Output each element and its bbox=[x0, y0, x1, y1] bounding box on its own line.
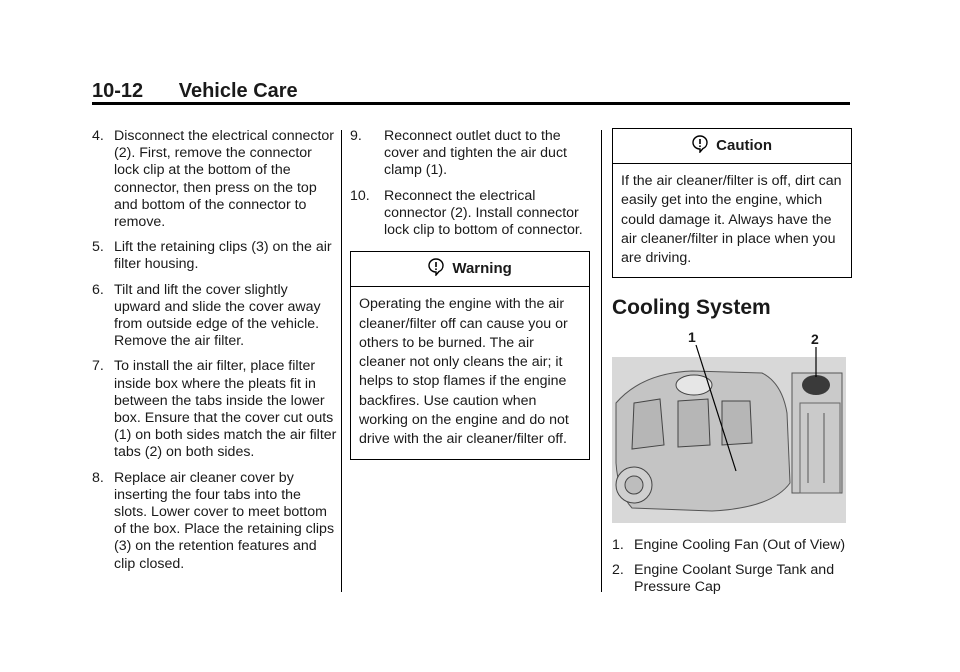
list-item bbox=[92, 470, 337, 573]
list-item bbox=[350, 128, 590, 180]
page-number: 10-12 bbox=[92, 80, 144, 102]
engine-illustration bbox=[612, 330, 846, 523]
list-item bbox=[92, 128, 337, 231]
figure-callout-1: 1 bbox=[688, 328, 696, 345]
warning-header bbox=[351, 252, 589, 287]
list-item bbox=[612, 562, 852, 596]
caution-box bbox=[612, 128, 852, 278]
warning-title: Warning bbox=[452, 260, 512, 278]
caption-number: 2. bbox=[612, 561, 624, 578]
caption-number: 1. bbox=[612, 536, 624, 553]
column-1 bbox=[92, 128, 337, 581]
step-text: Reconnect the electrical connector (2). Install connector lock clip to bottom of connector. bbox=[384, 187, 583, 239]
caution-header bbox=[613, 129, 851, 164]
list-item bbox=[92, 239, 337, 273]
list-item bbox=[350, 188, 590, 240]
caution-text: If the air cleaner/filter is off, dirt can easily get into the engine, which could damage it. Always have the air cleaner/filter in place when you are driving. bbox=[621, 173, 842, 267]
header-rule bbox=[92, 102, 850, 105]
list-item bbox=[92, 282, 337, 351]
step-text: Disconnect the electrical connector (2). First, remove the connector lock clip at the bottom of the connector, then press on the top and bottom of the connector to remove. bbox=[114, 128, 335, 231]
section-title: Vehicle Care bbox=[178, 80, 298, 102]
section-heading: Cooling System bbox=[612, 296, 771, 320]
column-divider bbox=[601, 130, 602, 592]
step-number: 6. bbox=[92, 281, 104, 298]
step-text: To install the air filter, place filter inside box where the pleats fit in between the tabs inside the lower box. Ensure that the cover cut outs (1) on both sides match the air filter tabs (2) on both sides. bbox=[114, 358, 337, 461]
step-text: Reconnect outlet duct to the cover and tighten the air duct clamp (1). bbox=[384, 128, 567, 179]
column-divider bbox=[341, 130, 342, 592]
caption-text: Engine Coolant Surge Tank and Pressure Cap bbox=[634, 561, 835, 596]
step-number: 7. bbox=[92, 358, 104, 375]
caution-title: Caution bbox=[716, 137, 772, 154]
warning-icon bbox=[428, 258, 444, 276]
caption-text: Engine Cooling Fan (Out of View) bbox=[634, 536, 846, 553]
step-number: 9. bbox=[350, 128, 362, 144]
warning-box bbox=[350, 251, 590, 459]
page-header bbox=[92, 80, 298, 103]
list-item bbox=[612, 537, 852, 554]
step-text: Tilt and lift the cover slightly upward and slide the cover away from outside edge of the vehicle. Remove the air filter. bbox=[114, 281, 321, 350]
step-number: 8. bbox=[92, 469, 104, 486]
warning-text: Operating the engine with the air cleaner/filter off can cause you or others to be burned. The air cleaner not only cleans the air; it helps to stop flames if the engine backfires. Use caution when working on the engine and do not drive with the air cleaner/filter off. bbox=[359, 296, 569, 448]
step-text: Lift the retaining clips (3) on the air filter housing. bbox=[114, 239, 332, 273]
step-number: 4. bbox=[92, 128, 104, 144]
caution-icon bbox=[692, 135, 708, 153]
column-2 bbox=[350, 128, 590, 460]
figure-callout-2: 2 bbox=[811, 330, 819, 347]
list-item bbox=[92, 358, 337, 461]
step-text: Replace air cleaner cover by inserting the four tabs into the slots. Lower cover to meet bottom of the box. Place the retaining clips (3) on the retention features and clip closed. bbox=[114, 469, 335, 572]
step-number: 5. bbox=[92, 239, 104, 256]
column-3 bbox=[612, 128, 852, 604]
engine-figure bbox=[612, 328, 846, 523]
step-number: 10. bbox=[350, 187, 370, 204]
